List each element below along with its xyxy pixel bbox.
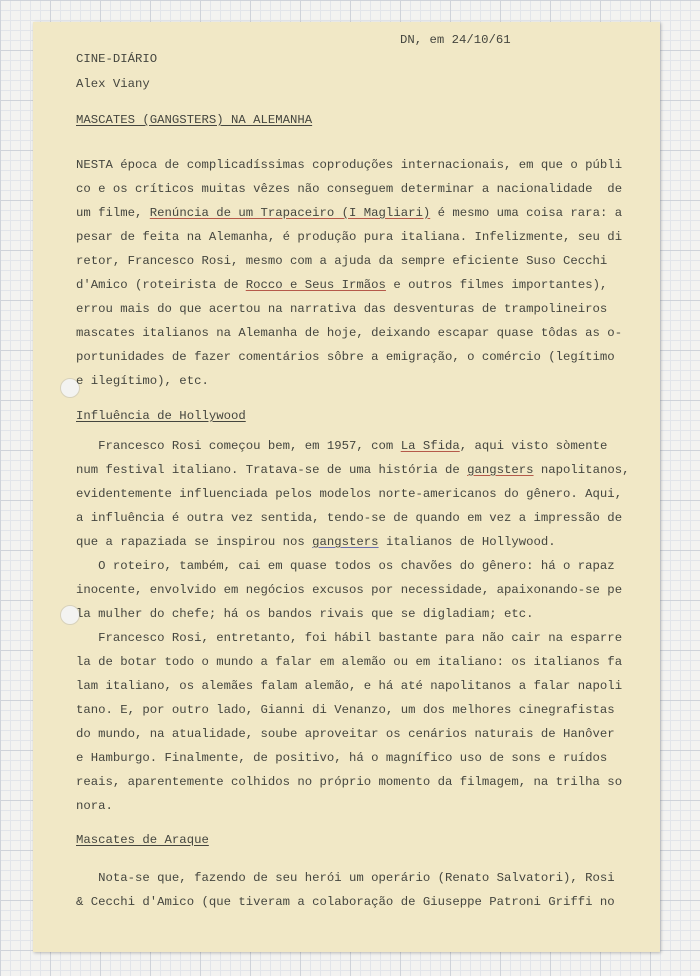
paragraph-5-line-2: & Cecchi d'Amico (que tiveram a colaboração de Giuseppe Patroni Griffi no <box>76 895 615 909</box>
paragraph-1-line-10: e ilegítimo), etc. <box>76 374 209 388</box>
paragraph-1-line-7: errou mais do que acertou na narrativa das desventuras de trampolineiros <box>76 302 608 316</box>
film-title-rocco: Rocco e Seus Irmãos <box>245 278 386 292</box>
text-run: d'Amico (roteirista de <box>76 278 246 292</box>
paragraph-4-line-1: Francesco Rosi, entretanto, foi hábil bastante para não cair na esparre <box>76 631 623 645</box>
text-run: italianos de Hollywood. <box>378 535 556 549</box>
text-run: Francesco Rosi começou bem, em 1957, com <box>76 439 401 453</box>
paragraph-4-line-8: nora. <box>76 799 113 813</box>
paragraph-4-line-6: e Hamburgo. Finalmente, de positivo, há o magnífico uso de sons e ruídos <box>76 751 608 765</box>
text-run: que a rapaziada se inspirou nos <box>76 535 313 549</box>
paragraph-5-line-1: Nota-se que, fazendo de seu herói um operário (Renato Salvatori), Rosi <box>76 871 615 885</box>
paragraph-4-line-3: lam italiano, os alemães falam alemão, e há até napolitanos a falar napoli <box>76 679 623 693</box>
text-run: napolitanos, <box>533 463 630 477</box>
paragraph-1-line-1: NESTA época de complicadíssimas coproduções internacionais, em que o públi <box>76 158 623 172</box>
paragraph-2-line-5 <box>76 536 556 548</box>
subheading-hollywood: Influência de Hollywood <box>76 409 246 423</box>
paragraph-1-line-2: co e os críticos muitas vêzes não conseguem determinar a nacionalidade de <box>76 182 623 196</box>
text-run: um filme, <box>76 206 150 220</box>
paragraph-4-line-2: la de botar todo o mundo a falar em alemão ou em italiano: os italianos fa <box>76 655 623 669</box>
word-gangsters: gangsters <box>312 535 379 549</box>
typed-page <box>33 22 660 952</box>
text-run: num festival italiano. Tratava-se de uma história de <box>76 463 468 477</box>
paragraph-2-line-3: evidentemente influenciada pelos modelos norte-americanos do gênero. Aqui, <box>76 487 623 501</box>
text-run: é mesmo uma coisa rara: a <box>430 206 623 220</box>
paragraph-1-line-8: mascates italianos na Alemanha de hoje, deixando escapar quase tôdas as o- <box>76 326 623 340</box>
date-line: DN, em 24/10/61 <box>400 33 511 47</box>
paragraph-2-line-1 <box>76 440 607 452</box>
paragraph-2-line-2 <box>76 464 629 476</box>
film-title-la-sfida: La Sfida <box>400 439 460 453</box>
film-title-renuncia: Renúncia de um Trapaceiro (I Magliari) <box>149 206 431 220</box>
paragraph-1-line-6 <box>76 279 607 291</box>
paragraph-1-line-4: pesar de feita na Alemanha, é produção pura italiana. Infelizmente, seu di <box>76 230 623 244</box>
author-name: Alex Viany <box>76 77 150 91</box>
paragraph-4-line-4: tano. E, por outro lado, Gianni di Venanzo, um dos melhores cinegrafistas <box>76 703 615 717</box>
paragraph-1-line-5: retor, Francesco Rosi, mesmo com a ajuda da sempre eficiente Suso Cecchi <box>76 254 608 268</box>
paragraph-3-line-2: inocente, envolvido em negócios excusos por necessidade, apaixonando-se pe <box>76 583 623 597</box>
text-run: e outros filmes importantes), <box>385 278 608 292</box>
paragraph-1-line-3 <box>76 207 622 219</box>
text-run: , aqui visto sòmente <box>459 439 608 453</box>
paragraph-4-line-7: reais, aparentemente colhidos no próprio momento da filmagem, na trilha so <box>76 775 623 789</box>
article-title: MASCATES (GANGSTERS) NA ALEMANHA <box>76 113 313 127</box>
paragraph-3-line-3: la mulher do chefe; há os bandos rivais que se digladiam; etc. <box>76 607 534 621</box>
paragraph-1-line-9: portunidades de fazer comentários sôbre a emigração, o comércio (legítimo <box>76 350 615 364</box>
word-gangsters: gangsters <box>467 463 534 477</box>
section-name: CINE-DIÁRIO <box>76 52 158 66</box>
paragraph-2-line-4: a influência é outra vez sentida, tendo-se de quando em vez a impressão de <box>76 511 623 525</box>
paragraph-3-line-1: O roteiro, também, cai em quase todos os chavões do gênero: há o rapaz <box>76 559 615 573</box>
subheading-araque: Mascates de Araque <box>76 833 209 847</box>
paragraph-4-line-5: do mundo, na atualidade, soube aproveitar os cenários naturais de Hanôver <box>76 727 615 741</box>
